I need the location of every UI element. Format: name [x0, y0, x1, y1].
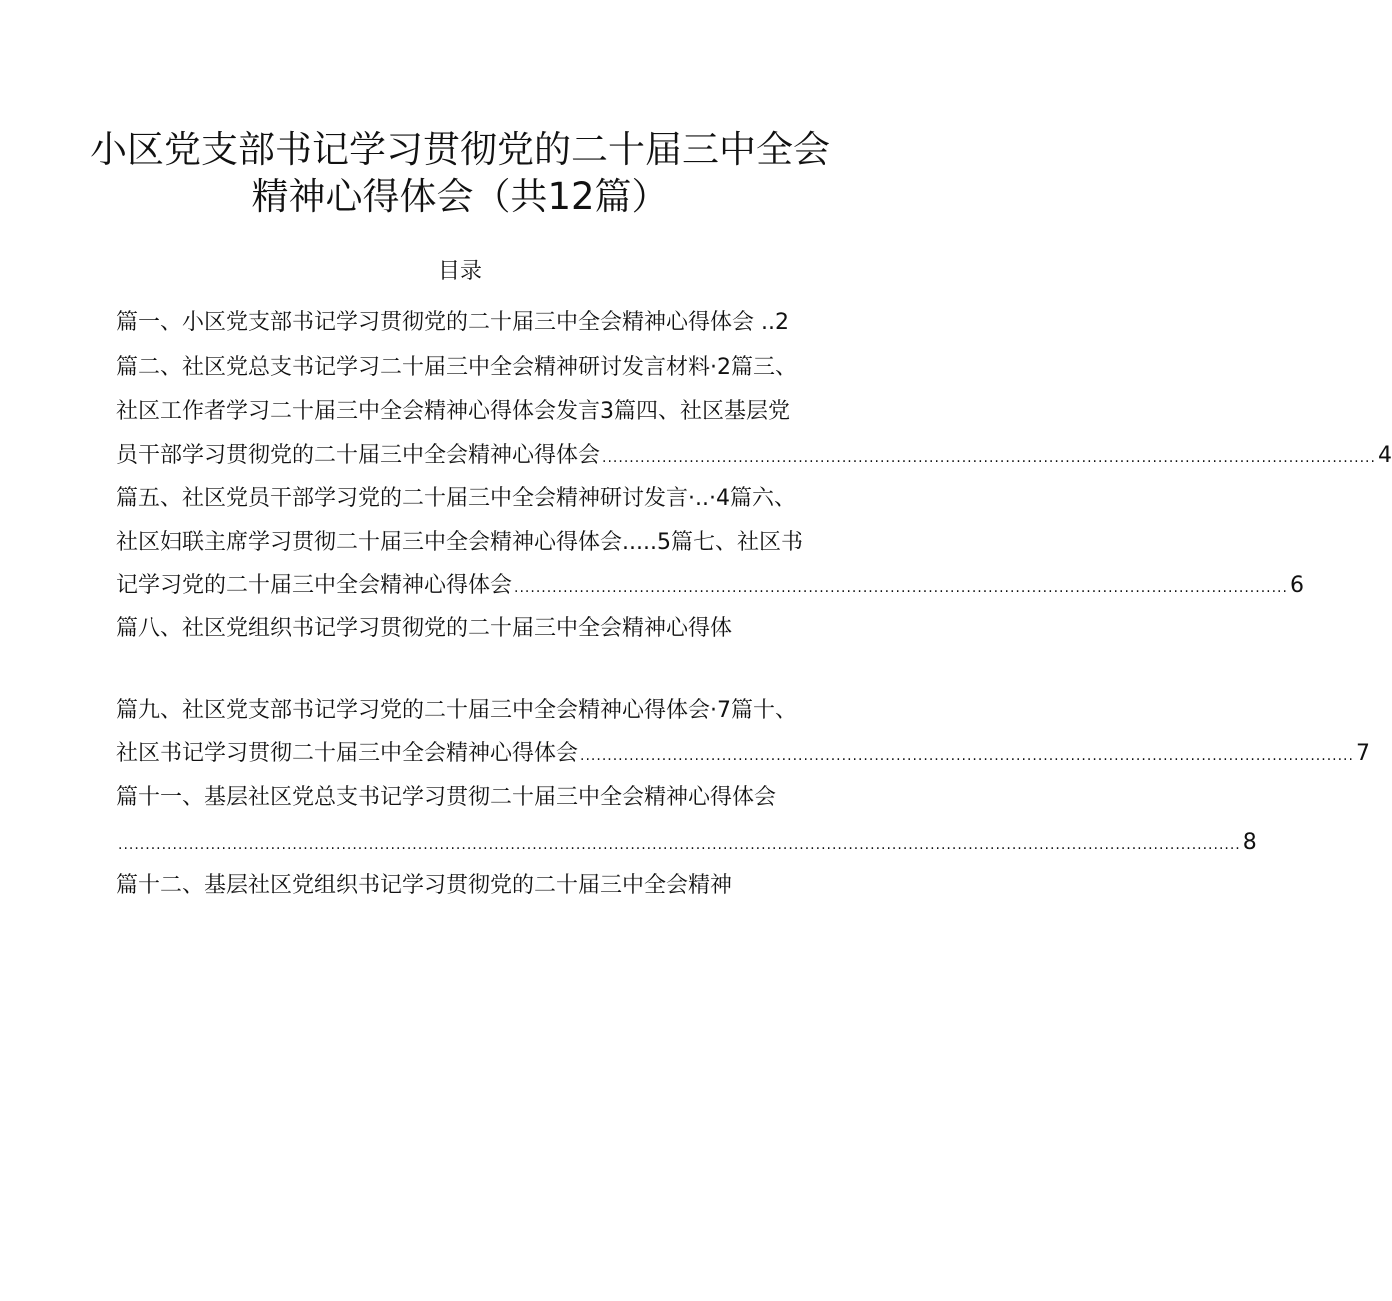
toc-line[interactable]: 篇八、社区党组织书记学习贯彻党的二十届三中全会精神心得体 [116, 616, 733, 641]
toc-line[interactable]: 篇二、社区党总支书记学习二十届三中全会精神研讨发言材料·2篇三、 [116, 355, 797, 380]
toc-line[interactable]: 篇一、小区党支部书记学习贯彻党的二十届三中全会精神心得体会 ..2 [116, 310, 789, 335]
toc-entry-text: 记学习党的二十届三中全会精神心得体会 [116, 573, 513, 598]
toc-line-with-leader[interactable] [116, 441, 1392, 473]
toc-page-number: 8 [1242, 830, 1257, 855]
document-title-line-1: 小区党支部书记学习贯彻党的二十届三中全会 [90, 128, 830, 171]
toc-line[interactable]: 篇十一、基层社区党总支书记学习贯彻二十届三中全会精神心得体会 [116, 785, 777, 810]
toc-line-with-leader[interactable] [116, 828, 1257, 860]
toc-line[interactable]: 篇五、社区党员干部学习党的二十届三中全会精神研讨发言·..·4篇六、 [116, 486, 796, 511]
toc-entry-text: 社区书记学习贯彻二十届三中全会精神心得体会 [116, 741, 579, 766]
toc-line[interactable]: 社区妇联主席学习贯彻二十届三中全会精神心得体会.....5篇七、社区书 [116, 530, 803, 555]
toc-line[interactable]: 篇十二、基层社区党组织书记学习贯彻党的二十届三中全会精神 [116, 873, 733, 898]
document-title-line-2: 精神心得体会（共12篇） [251, 175, 669, 218]
toc-entry-text: 员干部学习贯彻党的二十届三中全会精神心得体会 [116, 443, 601, 468]
toc-page-number: 4 [1377, 443, 1392, 468]
toc-line-with-leader[interactable] [116, 571, 1304, 603]
toc-line[interactable]: 社区工作者学习二十届三中全会精神心得体会发言3篇四、社区基层党 [116, 399, 790, 424]
dot-leader: .............................................................................................................................................. [514, 580, 1288, 596]
dot-leader: .............................................................................................................................................. [602, 450, 1376, 466]
toc-heading: 目录 [437, 259, 482, 284]
dot-leader: .............................................................................................................................................. [580, 748, 1354, 764]
toc-page-number: 6 [1289, 573, 1304, 598]
toc-page-number: 7 [1355, 741, 1370, 766]
dot-leader: .............................................................................................................................................................................................................. [118, 837, 1241, 853]
toc-line[interactable]: 篇九、社区党支部书记学习党的二十届三中全会精神心得体会·7篇十、 [116, 698, 797, 723]
toc-line-with-leader[interactable] [116, 739, 1370, 771]
